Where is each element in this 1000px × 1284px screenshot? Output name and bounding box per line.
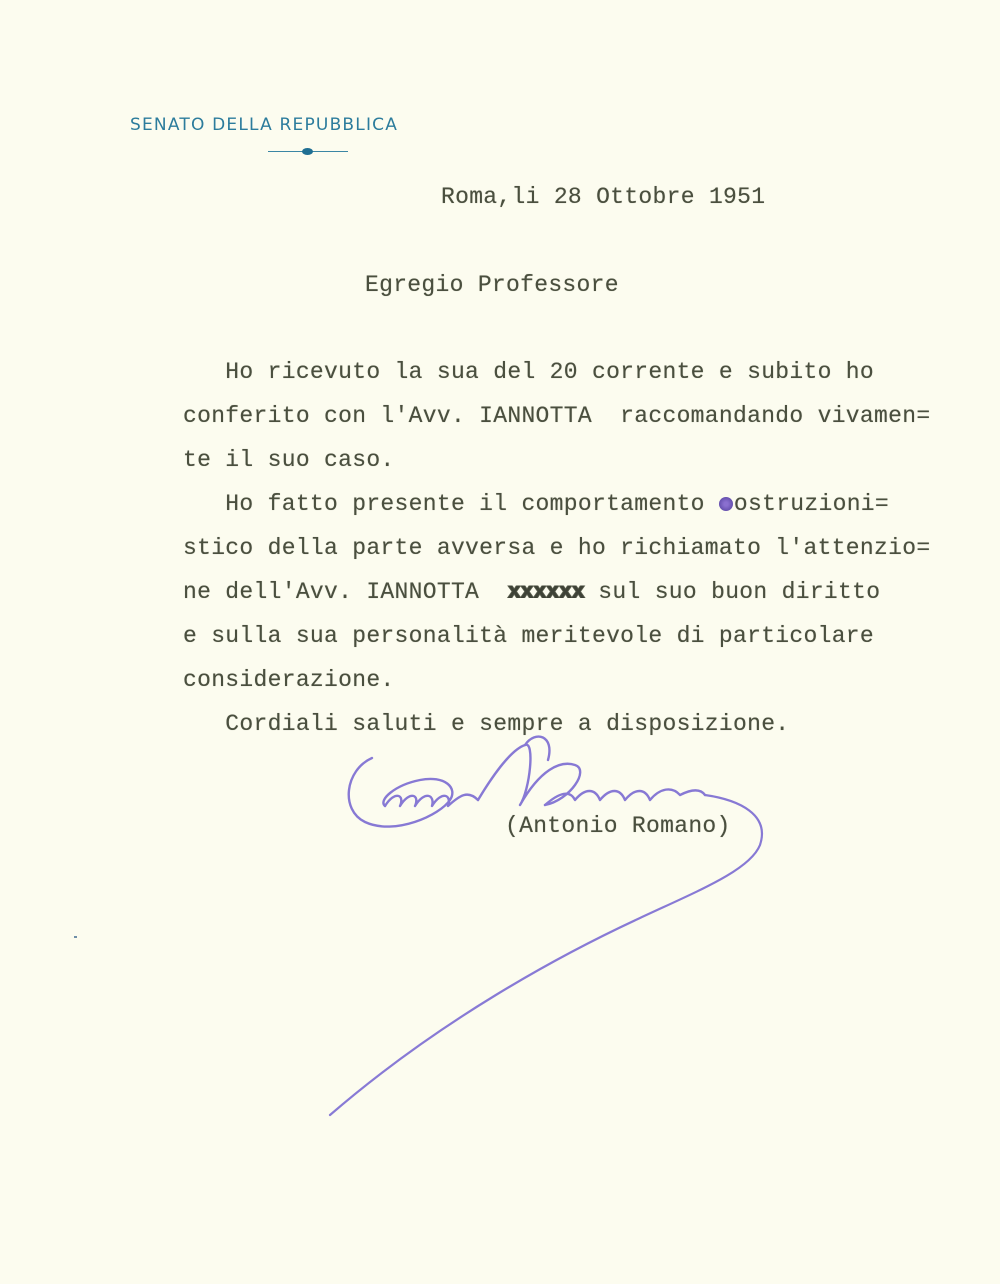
struck-out-word: xxxxxx xyxy=(507,579,585,605)
typed-signature-name: (Antonio Romano) xyxy=(505,813,731,839)
body-line-6-start: ne dell'Avv. IANNOTTA xyxy=(183,579,508,605)
body-line-4-end: ostruzioni= xyxy=(733,491,890,517)
body-line-9: Cordiali saluti e sempre a disposizione. xyxy=(183,711,790,737)
body-line-6-end: sul suo buon diritto xyxy=(584,579,881,605)
salutation: Egregio Professore xyxy=(365,272,619,298)
body-line-6 xyxy=(183,579,880,605)
paper-speck xyxy=(74,936,77,938)
letterhead-ornament-divider xyxy=(268,148,348,156)
body-line-1: Ho ricevuto la sua del 20 corrente e subito ho xyxy=(183,359,875,385)
body-line-7: e sulla sua personalità meritevole di particolare xyxy=(183,623,875,649)
body-line-8: considerazione. xyxy=(183,667,395,693)
ornament-dot xyxy=(302,148,313,155)
ink-blot-correction xyxy=(719,497,733,511)
letterhead-title: SENATO DELLA REPUBBLICA xyxy=(130,115,399,135)
date-line: Roma,li 28 Ottobre 1951 xyxy=(441,184,766,210)
body-line-4 xyxy=(183,491,889,517)
body-line-4-start: Ho fatto presente il comportamento xyxy=(183,491,719,517)
body-line-3: te il suo caso. xyxy=(183,447,395,473)
body-line-5: stico della parte avversa e ho richiamato l'attenzio= xyxy=(183,535,931,561)
body-line-2: conferito con l'Avv. IANNOTTA raccomandando vivamen= xyxy=(183,403,931,429)
